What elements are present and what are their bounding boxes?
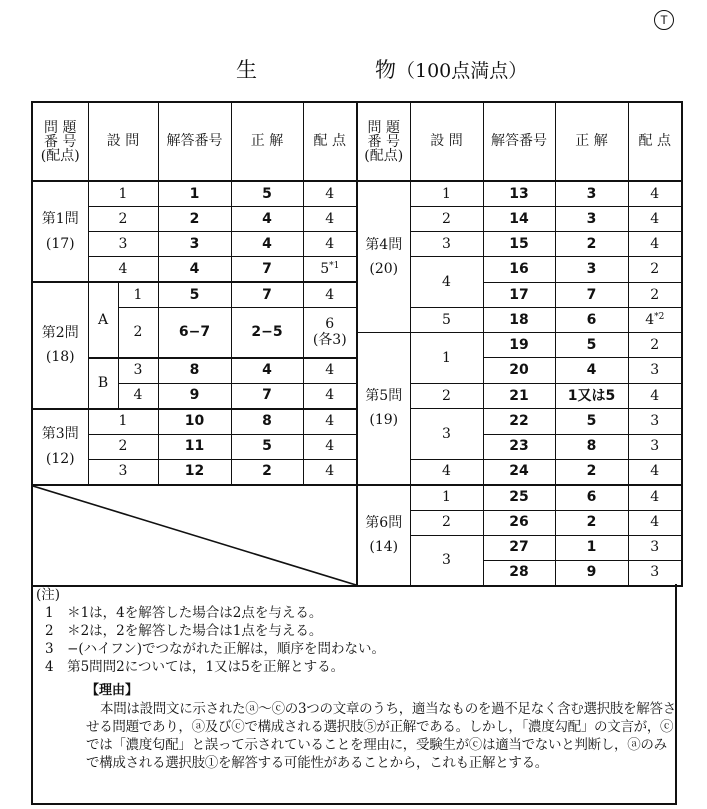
points: 4 xyxy=(628,459,682,485)
answer-number: 19 xyxy=(483,333,555,358)
points: 4 xyxy=(628,232,682,257)
answer-number: 15 xyxy=(483,232,555,257)
points: 2 xyxy=(628,257,682,283)
correct-answer: 9 xyxy=(555,560,628,586)
correct-answer: 4 xyxy=(231,232,303,257)
header-haiten: 配 点 xyxy=(303,102,357,181)
q4-s4: 4 xyxy=(410,257,483,308)
points: 3 xyxy=(628,409,682,435)
answer-number: 13 xyxy=(483,181,555,207)
note-item: 1 ＊1は，4を解答した場合は2点を与える。 xyxy=(45,605,323,621)
answer-number: 9 xyxy=(158,383,231,409)
points: 4 xyxy=(628,181,682,207)
correct-answer: 8 xyxy=(555,434,628,459)
q4-s5: 5 xyxy=(410,308,483,333)
table-row xyxy=(32,409,682,435)
corner-circled-t-mark: T xyxy=(654,10,674,30)
reason-text: 本問は設問文に示されたⓐ〜ⓒの3つの文章のうち，適当なものを過不足なく含む選択肢を解答させる問題であり，ⓐ及びⓒで構成される選択肢⑤が正解である。しかし，「濃度勾配」の文言が，ⓒでは「濃度匂配」と誤って示されていることを理由に，受験生がⓒは適当でないと判断し，ⓐのみで構成される選択肢①を解答する可能性があることから，これも正解とする。 xyxy=(86,701,676,771)
answer-number: 4 xyxy=(158,257,231,283)
points: 4 xyxy=(303,232,357,257)
note-item: 3 −(ハイフン)でつながれた正解は，順序を問わない。 xyxy=(45,641,385,657)
points: 4 xyxy=(303,181,357,207)
correct-answer: 3 xyxy=(555,181,628,207)
correct-answer: 7 xyxy=(231,282,303,308)
q6-s3: 3 xyxy=(410,535,483,586)
answer-number: 21 xyxy=(483,383,555,409)
points: 2 xyxy=(628,333,682,358)
q3-label: 第3問 (12) xyxy=(32,409,88,485)
correct-answer: 4 xyxy=(231,358,303,384)
table-row xyxy=(32,383,682,409)
answer-number: 2 xyxy=(158,207,231,232)
correct-answer: 2 xyxy=(555,459,628,485)
q6-s2: 2 xyxy=(410,510,483,535)
table-header-row xyxy=(32,102,682,181)
correct-answer: 1 xyxy=(555,535,628,560)
answer-number: 12 xyxy=(158,459,231,485)
answer-number: 11 xyxy=(158,434,231,459)
answer-number: 17 xyxy=(483,282,555,308)
correct-answer: 2 xyxy=(555,232,628,257)
table-row xyxy=(32,207,682,232)
answer-number: 8 xyxy=(158,358,231,384)
note-item: 4 第5問問2については，1又は5を正解とする。 xyxy=(45,659,345,675)
header-kaito-bango-right: 解答番号 xyxy=(483,102,555,181)
notes-heading: (注) xyxy=(36,587,61,603)
q1-s3: 3 xyxy=(88,232,158,257)
points-with-note: 4$^{*2}$ xyxy=(628,308,682,333)
table-row xyxy=(32,282,682,308)
diagonal-line xyxy=(33,486,356,585)
q2-group-a: A xyxy=(88,282,118,358)
q1-s4: 4 xyxy=(88,257,158,283)
points: 4 xyxy=(303,358,357,384)
q5-s1: 1 xyxy=(410,333,483,384)
correct-answer: 5 xyxy=(555,409,628,435)
answer-number: 18 xyxy=(483,308,555,333)
correct-answer: 8 xyxy=(231,409,303,435)
correct-answer: 5 xyxy=(231,181,303,207)
correct-answer: 6 xyxy=(555,485,628,511)
answer-number: 3 xyxy=(158,232,231,257)
answer-number: 22 xyxy=(483,409,555,435)
points: 4 xyxy=(628,207,682,232)
q5-s4: 4 xyxy=(410,459,483,485)
q3-s1: 1 xyxy=(88,409,158,435)
empty-diagonal-cell xyxy=(32,485,357,586)
correct-answer: 5 xyxy=(231,434,303,459)
correct-answer: 1又は5 xyxy=(555,383,628,409)
q2-s1: 1 xyxy=(118,282,158,308)
correct-answer: 6 xyxy=(555,308,628,333)
answer-number: 16 xyxy=(483,257,555,283)
correct-answer: 7 xyxy=(555,282,628,308)
q1-s1: 1 xyxy=(88,181,158,207)
correct-answer: 7 xyxy=(231,383,303,409)
answer-number: 1 xyxy=(158,181,231,207)
points: 3 xyxy=(628,434,682,459)
q2-label: 第2問 (18) xyxy=(32,282,88,409)
answer-number: 27 xyxy=(483,535,555,560)
points: 4 xyxy=(303,282,357,308)
points: 4 xyxy=(303,459,357,485)
header-qnum-right: 問 題 番 号 (配点) xyxy=(357,102,410,181)
points: 3 xyxy=(628,358,682,384)
points-each: 6 (各3) xyxy=(303,308,357,358)
points: 4 xyxy=(303,207,357,232)
answer-number: 28 xyxy=(483,560,555,586)
points: 4 xyxy=(628,485,682,511)
q4-s1: 1 xyxy=(410,181,483,207)
points: 4 xyxy=(303,434,357,459)
answer-number: 6−7 xyxy=(158,308,231,358)
points: 4 xyxy=(628,383,682,409)
correct-answer: 7 xyxy=(231,257,303,283)
table-row xyxy=(32,358,682,384)
correct-answer: 5 xyxy=(555,333,628,358)
notes-box xyxy=(31,584,677,805)
table-row xyxy=(32,434,682,459)
q1-label: 第1問 (17) xyxy=(32,181,88,282)
q4-s3: 3 xyxy=(410,232,483,257)
correct-answer: 4 xyxy=(555,358,628,384)
correct-answer: 4 xyxy=(231,207,303,232)
q3-s2: 2 xyxy=(88,434,158,459)
page-title: 生 物（100点満点） xyxy=(236,58,528,82)
correct-answer: 2−5 xyxy=(231,308,303,358)
header-setsumon: 設 問 xyxy=(88,102,158,181)
correct-answer: 3 xyxy=(555,257,628,283)
answer-number: 23 xyxy=(483,434,555,459)
q5-s3: 3 xyxy=(410,409,483,460)
answer-number: 24 xyxy=(483,459,555,485)
table-row xyxy=(32,257,682,283)
header-seikai: 正 解 xyxy=(231,102,303,181)
q2-group-b: B xyxy=(88,358,118,409)
q4-label: 第4問 (20) xyxy=(357,181,410,333)
points: 3 xyxy=(628,535,682,560)
reason-title: 【理由】 xyxy=(86,683,139,698)
table-row xyxy=(32,181,682,207)
correct-answer: 2 xyxy=(555,510,628,535)
q5-label: 第5問 (19) xyxy=(357,333,410,485)
answer-number: 5 xyxy=(158,282,231,308)
answer-number: 14 xyxy=(483,207,555,232)
reason-block xyxy=(86,682,676,772)
points: 2 xyxy=(628,282,682,308)
q6-label: 第6問 (14) xyxy=(357,485,410,586)
points: 3 xyxy=(628,560,682,586)
q2-s3: 3 xyxy=(118,358,158,384)
q1-s2: 2 xyxy=(88,207,158,232)
table-row xyxy=(32,232,682,257)
header-seikai-right: 正 解 xyxy=(555,102,628,181)
q2-s4: 4 xyxy=(118,383,158,409)
q2-s2: 2 xyxy=(118,308,158,358)
table-row xyxy=(32,459,682,485)
answer-number: 20 xyxy=(483,358,555,384)
answer-number: 25 xyxy=(483,485,555,511)
answer-number: 26 xyxy=(483,510,555,535)
note-item: 2 ＊2は，2を解答した場合は1点を与える。 xyxy=(45,623,323,639)
header-haiten-right: 配 点 xyxy=(628,102,682,181)
header-kaito-bango: 解答番号 xyxy=(158,102,231,181)
points: 4 xyxy=(303,409,357,435)
correct-answer: 3 xyxy=(555,207,628,232)
header-qnum: 問 題 番 号 (配点) xyxy=(32,102,88,181)
header-setsumon-right: 設 問 xyxy=(410,102,483,181)
points: 4 xyxy=(303,383,357,409)
q3-s3: 3 xyxy=(88,459,158,485)
answer-number: 10 xyxy=(158,409,231,435)
q5-s2: 2 xyxy=(410,383,483,409)
q4-s2: 2 xyxy=(410,207,483,232)
q6-s1: 1 xyxy=(410,485,483,511)
correct-answer: 2 xyxy=(231,459,303,485)
table-row xyxy=(32,308,682,333)
points-with-note: 5$^{*1}$ xyxy=(303,257,357,283)
table-row xyxy=(32,485,682,511)
answer-key-table xyxy=(31,101,683,587)
points: 4 xyxy=(628,510,682,535)
